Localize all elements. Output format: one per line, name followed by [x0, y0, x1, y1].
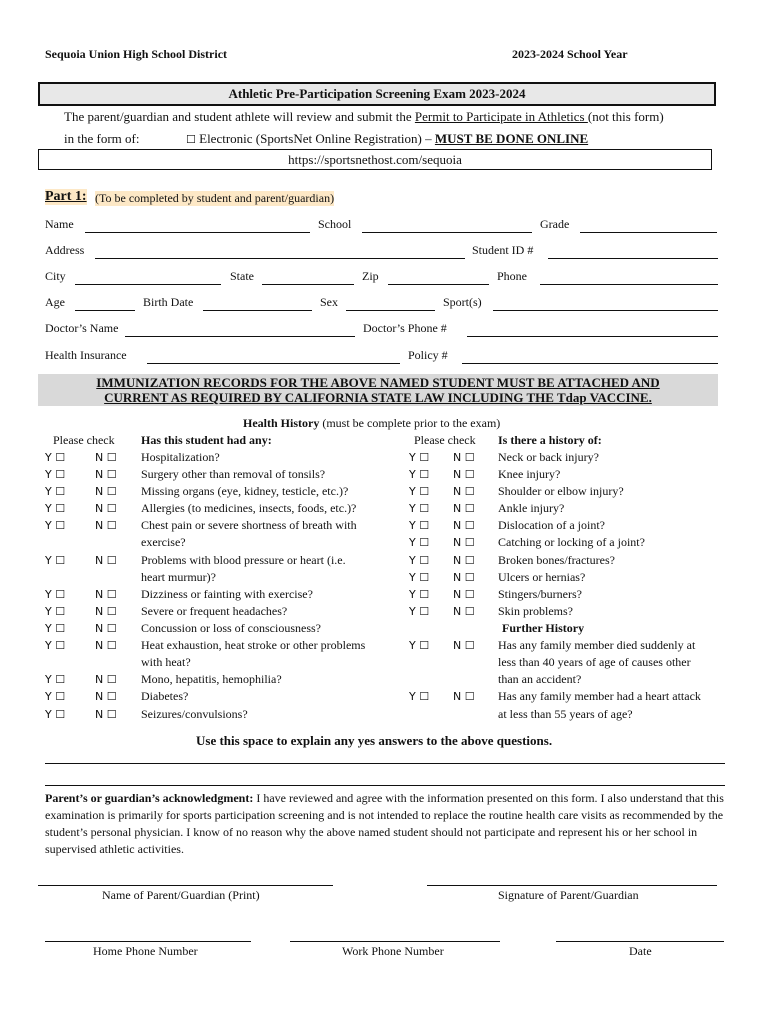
no-checkbox[interactable]: N ☐: [95, 673, 117, 686]
question-left: Seizures/convulsions?: [141, 707, 248, 721]
sports-field[interactable]: [493, 310, 718, 311]
intro-line-1: [64, 109, 664, 125]
no-checkbox[interactable]: N ☐: [95, 554, 117, 567]
yes-checkbox[interactable]: Y ☐: [409, 588, 430, 601]
question-right: Shoulder or elbow injury?: [498, 484, 624, 498]
insurance-field[interactable]: [147, 363, 400, 364]
question-left: Surgery other than removal of tonsils?: [141, 467, 326, 481]
question-left: Allergies (to medicines, insects, foods, etc.)?: [141, 501, 357, 515]
grade-label: Grade: [540, 217, 570, 231]
yes-checkbox[interactable]: Y ☐: [409, 502, 430, 515]
left-header: Has this student had any:: [141, 433, 272, 447]
yes-checkbox[interactable]: Y ☐: [409, 554, 430, 567]
no-checkbox[interactable]: N ☐: [95, 502, 117, 515]
explain-line[interactable]: [45, 763, 725, 764]
doctor-phone-field[interactable]: [467, 336, 718, 337]
policy-label: Policy #: [408, 348, 448, 362]
intro-line-2-label: in the form of:: [64, 131, 140, 146]
no-checkbox[interactable]: N ☐: [453, 605, 475, 618]
parent-signature-label: Signature of Parent/Guardian: [498, 888, 639, 902]
student-id-field[interactable]: [548, 258, 718, 259]
no-checkbox[interactable]: N ☐: [453, 468, 475, 481]
part1-label: Part 1:: [45, 189, 87, 204]
sportsnet-url[interactable]: https://sportsnethost.com/sequoia: [288, 152, 462, 167]
explain-heading: Use this space to explain any yes answers to the above questions.: [196, 733, 553, 748]
yes-checkbox[interactable]: Y ☐: [409, 451, 430, 464]
yes-checkbox[interactable]: Y ☐: [409, 536, 430, 549]
name-field[interactable]: [85, 232, 310, 233]
yes-checkbox[interactable]: Y ☐: [45, 451, 66, 464]
intro-line-2: [186, 131, 588, 147]
must-be-online: MUST BE DONE ONLINE: [434, 131, 589, 146]
right-header: Is there a history of:: [498, 433, 602, 447]
intro-text-b: (not this form): [587, 109, 664, 124]
date-line[interactable]: [556, 941, 724, 942]
explain-line[interactable]: [45, 785, 725, 786]
yes-checkbox[interactable]: Y ☐: [45, 708, 66, 721]
question-left: Hospitalization?: [141, 450, 220, 464]
yes-checkbox[interactable]: Y ☐: [409, 571, 430, 584]
yes-checkbox[interactable]: Y ☐: [409, 690, 430, 703]
insurance-label: Health Insurance: [45, 348, 127, 362]
yes-checkbox[interactable]: Y ☐: [409, 639, 430, 652]
yes-checkbox[interactable]: Y ☐: [45, 605, 66, 618]
no-checkbox[interactable]: N ☐: [453, 571, 475, 584]
please-check-left: Please check: [53, 433, 115, 447]
question-left-cont: heart murmur)?: [141, 570, 216, 584]
name-label: Name: [45, 217, 74, 231]
age-field[interactable]: [75, 310, 135, 311]
no-checkbox[interactable]: N ☐: [95, 485, 117, 498]
no-checkbox[interactable]: N ☐: [95, 622, 117, 635]
part1-note: (To be completed by student and parent/guardian): [95, 191, 335, 205]
phone-field[interactable]: [540, 284, 718, 285]
parent-name-label: Name of Parent/Guardian (Print): [102, 888, 260, 902]
yes-checkbox[interactable]: Y ☐: [409, 519, 430, 532]
question-left: Missing organs (eye, kidney, testicle, etc.)?: [141, 484, 349, 498]
ack-label: Parent’s or guardian’s acknowledgment:: [45, 791, 254, 805]
zip-field[interactable]: [388, 284, 489, 285]
no-checkbox[interactable]: N ☐: [453, 485, 475, 498]
home-phone-label: Home Phone Number: [93, 944, 198, 958]
sports-label: Sport(s): [443, 295, 482, 309]
grade-field[interactable]: [580, 232, 717, 233]
family-question: Has any family member had a heart attack: [498, 689, 701, 703]
work-phone-line[interactable]: [290, 941, 500, 942]
school-label: School: [318, 217, 352, 231]
yes-checkbox[interactable]: Y ☐: [45, 468, 66, 481]
state-label: State: [230, 269, 254, 283]
district-name: Sequoia Union High School District: [45, 47, 228, 61]
phone-label: Phone: [497, 269, 527, 283]
no-checkbox[interactable]: N ☐: [95, 708, 117, 721]
work-phone-label: Work Phone Number: [342, 944, 444, 958]
student-id-label: Student ID #: [472, 243, 534, 257]
health-history-title: [243, 416, 500, 431]
birth-date-label: Birth Date: [143, 295, 194, 309]
health-history-note: (must be complete prior to the exam): [319, 416, 501, 430]
question-left: Dizziness or fainting with exercise?: [141, 587, 313, 601]
yes-checkbox[interactable]: Y ☐: [45, 502, 66, 515]
form-title-box: [38, 82, 716, 106]
no-checkbox[interactable]: N ☐: [95, 468, 117, 481]
city-label: City: [45, 269, 66, 283]
no-checkbox[interactable]: N ☐: [453, 554, 475, 567]
yes-checkbox[interactable]: Y ☐: [45, 554, 66, 567]
immunization-line-2: CURRENT AS REQUIRED BY CALIFORNIA STATE LAW INCLUDING THE Tdap VACCINE.: [104, 390, 652, 405]
state-field[interactable]: [262, 284, 354, 285]
form-title: Athletic Pre-Participation Screening Exam 2023-2024: [228, 86, 526, 101]
question-right: Ankle injury?: [498, 501, 565, 515]
permit-link[interactable]: Permit to Participate in Athletics: [414, 109, 588, 124]
ack-text: I have reviewed and agree with the information presented on this form. I also understand that this examination is primarily for sports participation screening and is not intended to replace the routine health care visits as recommended by the student’s personal physician. I know of no reason why the above named student should not participate and represent his or her school in supervised athletic activities.: [45, 791, 724, 856]
sex-label: Sex: [320, 295, 338, 309]
family-question: Has any family member died suddenly at: [498, 638, 696, 652]
yes-checkbox[interactable]: Y ☐: [409, 468, 430, 481]
no-checkbox[interactable]: N ☐: [453, 639, 475, 652]
further-history-header: Further History: [502, 621, 585, 635]
family-question-cont: less than 40 years of age of causes other: [498, 655, 691, 669]
family-question-cont: at less than 55 years of age?: [498, 707, 633, 721]
no-checkbox[interactable]: N ☐: [95, 605, 117, 618]
no-checkbox[interactable]: N ☐: [453, 451, 475, 464]
url-box: [38, 149, 712, 170]
no-checkbox[interactable]: N ☐: [453, 519, 475, 532]
no-checkbox[interactable]: N ☐: [95, 451, 117, 464]
home-phone-line[interactable]: [45, 941, 251, 942]
yes-checkbox[interactable]: Y ☐: [45, 519, 66, 532]
question-left: Concussion or loss of consciousness?: [141, 621, 321, 635]
yes-checkbox[interactable]: Y ☐: [409, 485, 430, 498]
date-label: Date: [629, 944, 652, 958]
doctor-phone-label: Doctor’s Phone #: [363, 321, 447, 335]
question-right: Broken bones/fractures?: [498, 553, 615, 567]
no-checkbox[interactable]: N ☐: [95, 519, 117, 532]
address-label: Address: [45, 243, 85, 257]
question-left: Diabetes?: [141, 689, 189, 703]
intro-text-a: The parent/guardian and student athlete will review and submit the: [64, 109, 415, 124]
question-left: Problems with blood pressure or heart (i.e.: [141, 553, 346, 567]
sex-field[interactable]: [346, 310, 435, 311]
doctor-name-field[interactable]: [125, 336, 355, 337]
question-right: Dislocation of a joint?: [498, 518, 605, 532]
age-label: Age: [45, 295, 65, 309]
question-left-cont: with heat?: [141, 655, 191, 669]
question-right: Neck or back injury?: [498, 450, 599, 464]
no-checkbox[interactable]: N ☐: [453, 690, 475, 703]
question-right: Skin problems?: [498, 604, 573, 618]
school-year: 2023-2024 School Year: [512, 47, 628, 61]
no-checkbox[interactable]: N ☐: [453, 536, 475, 549]
acknowledgment: [45, 790, 725, 858]
policy-field[interactable]: [462, 363, 718, 364]
question-left: Heat exhaustion, heat stroke or other problems: [141, 638, 366, 652]
no-checkbox[interactable]: N ☐: [453, 502, 475, 515]
parent-name-line[interactable]: [38, 885, 333, 886]
electronic-option: Electronic (SportsNet Online Registration) –: [199, 131, 435, 146]
yes-checkbox[interactable]: Y ☐: [45, 485, 66, 498]
city-field[interactable]: [75, 284, 221, 285]
family-question-cont: than an accident?: [498, 672, 582, 686]
immunization-notice: [38, 374, 718, 406]
question-right: Ulcers or hernias?: [498, 570, 586, 584]
yes-checkbox[interactable]: Y ☐: [409, 605, 430, 618]
question-left: Mono, hepatitis, hemophilia?: [141, 672, 282, 686]
yes-checkbox[interactable]: Y ☐: [45, 622, 66, 635]
question-right: Stingers/burners?: [498, 587, 582, 601]
question-left: Severe or frequent headaches?: [141, 604, 288, 618]
health-history-label: Health History: [243, 416, 320, 430]
yes-checkbox[interactable]: Y ☐: [45, 588, 66, 601]
question-right: Catching or locking of a joint?: [498, 535, 645, 549]
yes-checkbox[interactable]: Y ☐: [45, 639, 66, 652]
zip-label: Zip: [362, 269, 379, 283]
question-left-cont: exercise?: [141, 535, 186, 549]
please-check-right: Please check: [414, 433, 476, 447]
immunization-line-1: IMMUNIZATION RECORDS FOR THE ABOVE NAMED STUDENT MUST BE ATTACHED AND: [96, 375, 660, 390]
yes-checkbox[interactable]: Y ☐: [45, 673, 66, 686]
question-right: Knee injury?: [498, 467, 561, 481]
no-checkbox[interactable]: N ☐: [453, 588, 475, 601]
no-checkbox[interactable]: N ☐: [95, 690, 117, 703]
address-field[interactable]: [95, 258, 465, 259]
electronic-checkbox[interactable]: ☐: [186, 133, 196, 146]
question-left: Chest pain or severe shortness of breath with: [141, 518, 357, 532]
no-checkbox[interactable]: N ☐: [95, 639, 117, 652]
doctor-name-label: Doctor’s Name: [45, 321, 119, 335]
birth-date-field[interactable]: [203, 310, 312, 311]
parent-signature-line[interactable]: [427, 885, 717, 886]
yes-checkbox[interactable]: Y ☐: [45, 690, 66, 703]
no-checkbox[interactable]: N ☐: [95, 588, 117, 601]
school-field[interactable]: [362, 232, 532, 233]
